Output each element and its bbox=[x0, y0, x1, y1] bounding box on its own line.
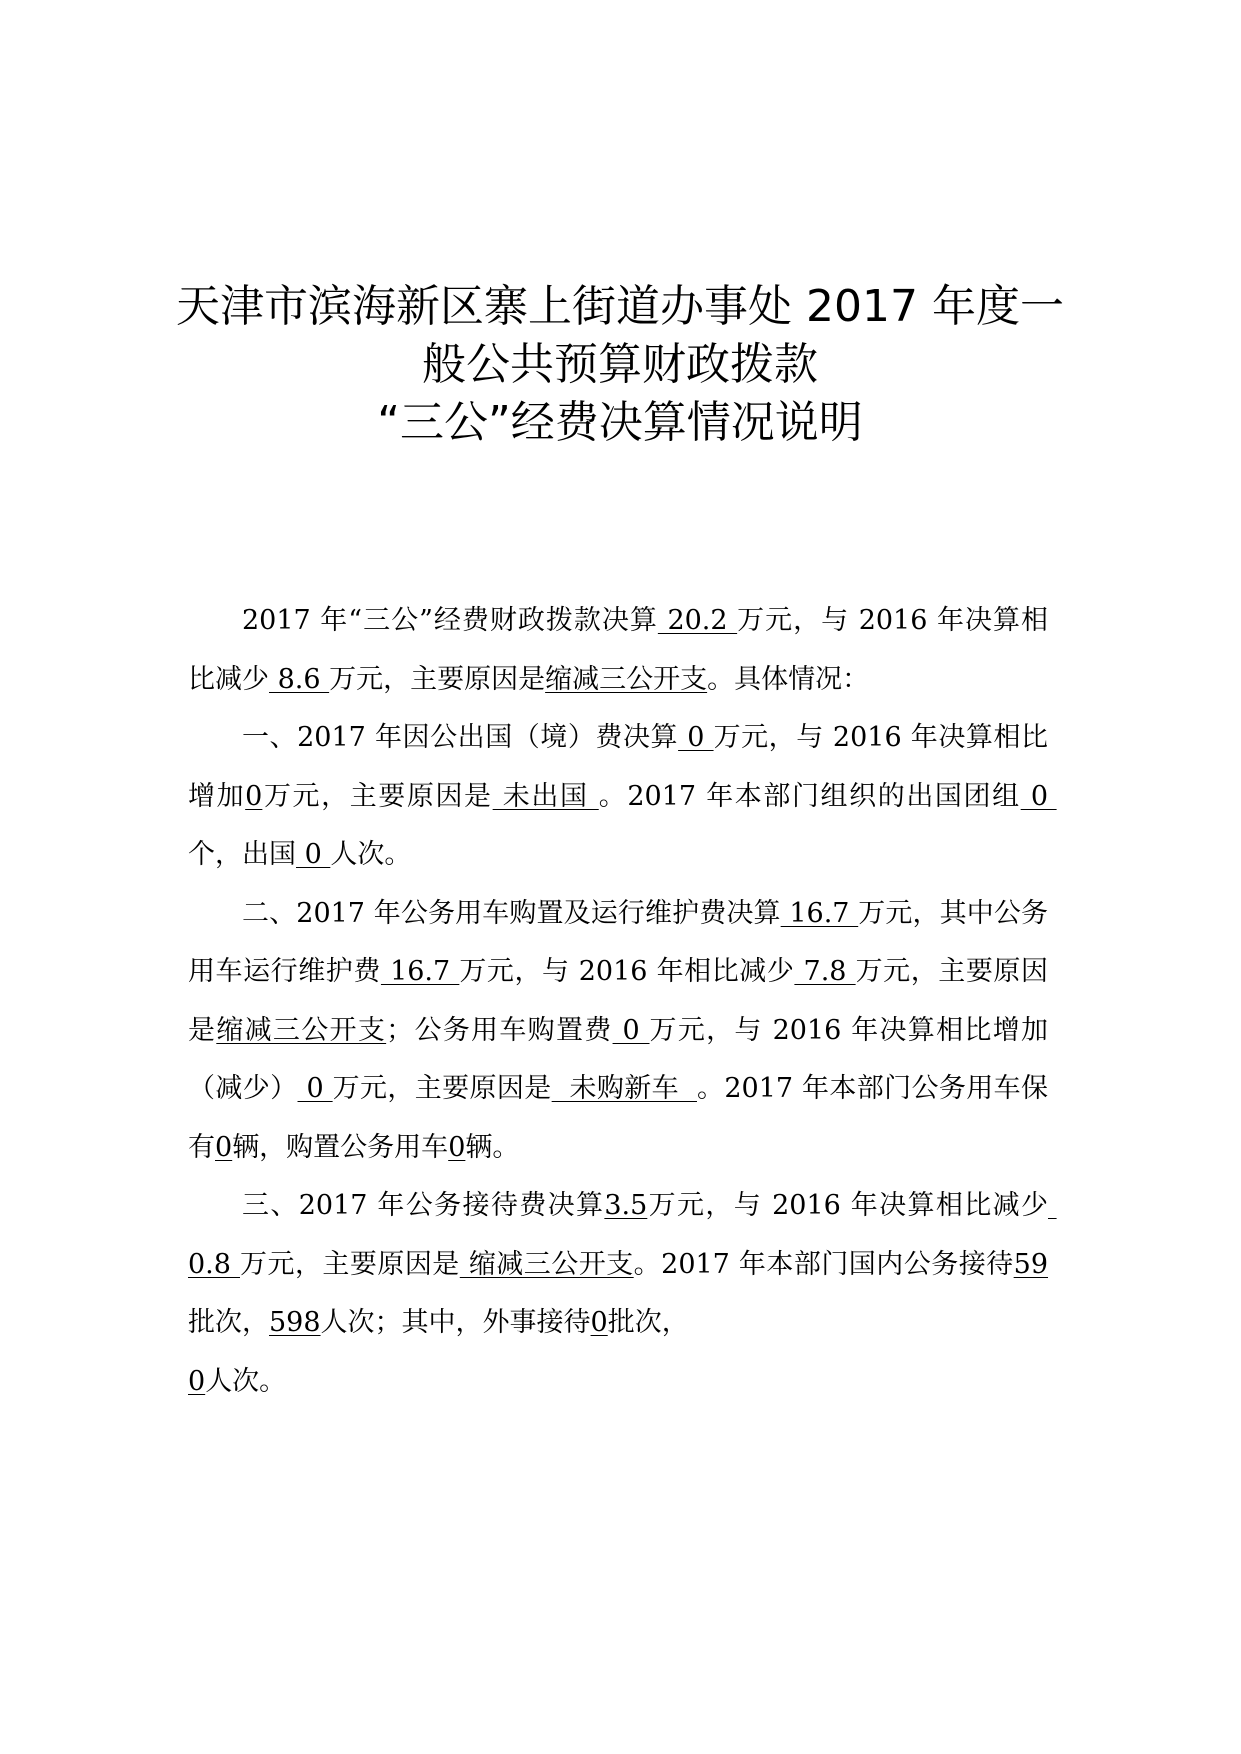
text-segment: 人次；其中，外事接待 bbox=[320, 1307, 591, 1338]
text-segment: 万元，主要原因是 bbox=[262, 780, 493, 812]
paragraph-official-vehicles bbox=[188, 885, 1048, 1178]
text-segment: 辆，购置公务用车 bbox=[232, 1131, 449, 1163]
underlined-value: 0 bbox=[590, 1307, 608, 1338]
underlined-value: 0 bbox=[612, 1014, 650, 1046]
text-segment: 辆。 bbox=[465, 1131, 520, 1163]
text-segment: 万元，与 2016 年相比减少 bbox=[459, 956, 795, 987]
paragraph-summary bbox=[188, 592, 1048, 709]
underlined-value: 59 bbox=[1013, 1248, 1048, 1280]
underlined-value: 16.7 bbox=[380, 956, 460, 987]
text-segment: 。具体情况： bbox=[707, 663, 870, 695]
underlined-value: 缩减三公开支 bbox=[216, 1014, 387, 1046]
text-segment: 一、2017 年因公出国（境）费决算 bbox=[242, 722, 679, 753]
text-segment: 批次， bbox=[188, 1307, 269, 1338]
underlined-value: 16.7 bbox=[780, 897, 859, 929]
text-segment: 万元，主要原因是 bbox=[240, 1248, 460, 1280]
underlined-value: 0 bbox=[678, 722, 714, 753]
underlined-value: 0 bbox=[448, 1131, 466, 1163]
text-segment: 人次。 bbox=[330, 839, 412, 870]
text-segment: 万元，与 2016 年决算相比减少 bbox=[647, 1190, 1048, 1221]
text-segment: 。2017 年本部门组织的出国团组 bbox=[598, 780, 1021, 812]
underlined-value: 缩减三公开支 bbox=[459, 1248, 634, 1280]
title-line-3: “三公”经费决算情况说明 bbox=[377, 397, 863, 448]
text-segment: 万元，与 2016 年决算相比减少 bbox=[188, 605, 1048, 695]
underlined-value: 未出国 bbox=[492, 780, 599, 812]
underlined-value: 0 bbox=[215, 1131, 233, 1163]
underlined-value: 20.2 bbox=[657, 605, 738, 636]
text-segment: 人次。 bbox=[205, 1365, 287, 1397]
underlined-value: 0 bbox=[296, 839, 331, 870]
text-segment: 万元，其中公务用车运行维护费 bbox=[188, 897, 1048, 987]
text-segment: 万元，主要原因是 bbox=[332, 1073, 552, 1104]
underlined-value: 598 bbox=[269, 1307, 321, 1338]
title-line-2: 般公共预算财政拨款 bbox=[422, 339, 818, 390]
paragraph-official-reception bbox=[188, 1177, 1057, 1353]
text-segment: 批次， bbox=[607, 1307, 689, 1338]
text-segment: 个，出国 bbox=[188, 839, 296, 870]
underlined-value: 0.8 bbox=[188, 1190, 1057, 1280]
underlined-value: 3.5 bbox=[604, 1190, 648, 1221]
text-segment: 万元，与 2016 年决算相比增加（减少） bbox=[188, 1014, 1049, 1104]
underlined-value: 缩减三公开支 bbox=[545, 663, 708, 695]
underlined-value: 未购新车 bbox=[551, 1073, 697, 1104]
paragraph-reception-continued bbox=[188, 1353, 1048, 1412]
text-segment: 三、2017 年公务接待费决算 bbox=[242, 1190, 605, 1221]
text-segment: 万元，主要原因是 bbox=[188, 956, 1048, 1046]
text-segment: 万元，主要原因是 bbox=[329, 663, 546, 695]
underlined-value: 7.8 bbox=[794, 956, 856, 987]
text-segment: 2017 年“三公”经费财政拨款决算 bbox=[242, 605, 658, 636]
text-segment: ；公务用车购置费 bbox=[386, 1014, 613, 1046]
underlined-value: 0 bbox=[1020, 780, 1057, 812]
document-title bbox=[150, 278, 1090, 452]
underlined-value: 0 bbox=[188, 1365, 206, 1397]
text-segment: 万元，与 2016 年决算相比增加 bbox=[188, 722, 1049, 812]
text-segment: 二、2017 年公务用车购置及运行维护费决算 bbox=[242, 897, 781, 929]
title-line-1: 天津市滨海新区寨上街道办事处 2017 年度一 bbox=[176, 281, 1064, 332]
paragraph-overseas-travel bbox=[188, 709, 1057, 885]
text-segment: 。2017 年本部门公务用车保有 bbox=[188, 1073, 1049, 1163]
document-body bbox=[188, 592, 1057, 1411]
underlined-value: 0 bbox=[245, 780, 263, 812]
underlined-value: 0 bbox=[297, 1073, 333, 1104]
text-segment: 。2017 年本部门国内公务接待 bbox=[633, 1248, 1014, 1280]
underlined-value: 8.6 bbox=[269, 663, 330, 695]
